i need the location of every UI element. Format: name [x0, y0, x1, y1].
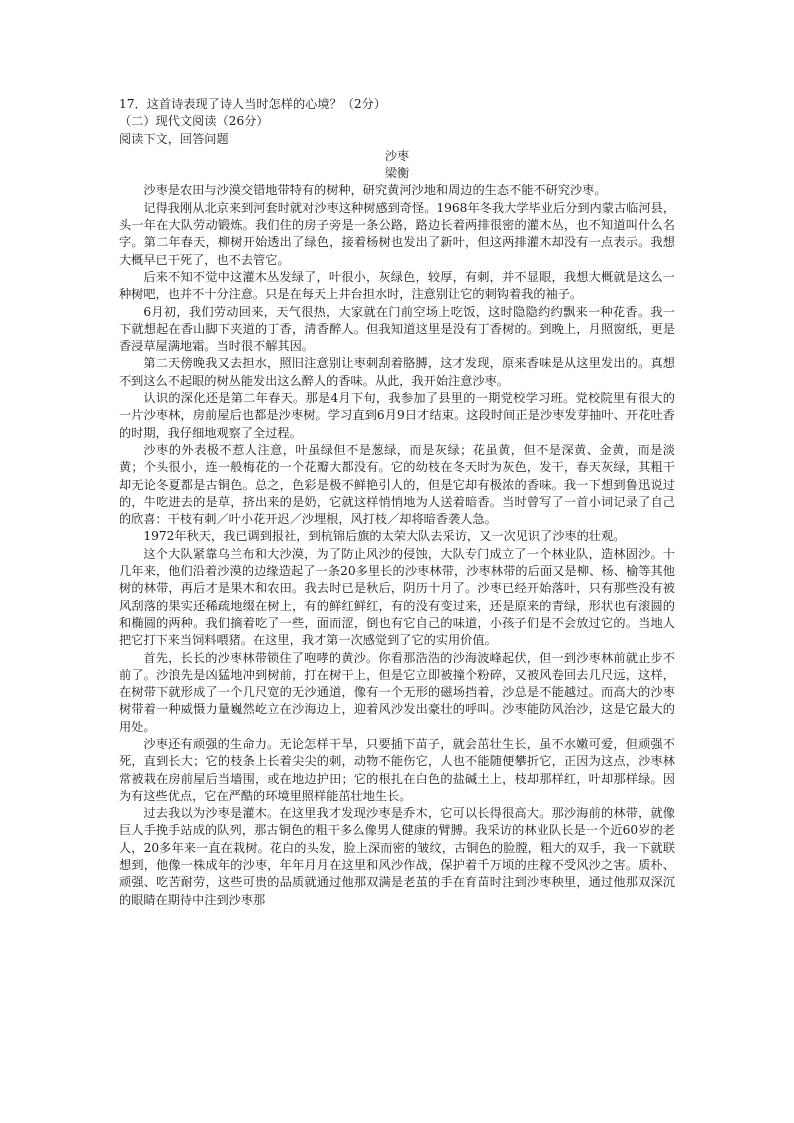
article-title: 沙枣: [384, 148, 410, 163]
article-paragraph-9: 这个大队紧靠乌兰布和大沙漠，为了防止风沙的侵蚀，大队专门成立了一个林业队，造林固沙。十几年来，他们沿着沙漠的边缘造起了一条20多里长的沙枣林带，沙枣林带的后面又是柳、杨、榆等其他树的林带，再后才是果木和农田。我去时已是秋后，阴历十月了。沙枣已经开始落叶，只有那些没有被风刮落的果实还稀疏地缀在树上，有的鲜红鲜红，有的没有变过来，还是原来的青绿，形状也有滚圆的和椭圆的两种。我们摘着吃了一些，面而涩，倒也有它自己的味道，小孩子们是不会放过它的。当地人把它打下来当饲料喂猪。在这里，我才第一次感觉到了它的实用价值。: [119, 546, 675, 648]
article-paragraph-10: 首先，长长的沙枣林带锁住了咆哮的黄沙。你看那浩浩的沙海波峰起伏，但一到沙枣林前就止步不前了。沙浪先是凶猛地冲到树前，打在树干上，但是它立即被撞个粉碎，又被风卷回去几尺远，这样，在树带下就形成了一个几尺宽的无沙通道，像有一个无形的磁场挡着，沙总是不能越过。而高大的沙枣树带着一种威慑力量巍然屹立在沙海边上，迎着风沙发出豪壮的呼叫。沙枣能防风治沙，这是它最大的用处。: [119, 650, 675, 734]
article-author: 梁衡: [384, 166, 410, 181]
article-paragraph-6: 认识的深化还是第二年春天。那是4月下旬，我参加了县里的一期党校学习班。党校院里有很大的一片沙枣林，房前屋后也都是沙枣树。学习直到6月9日才结束。这段时间正是沙枣发芽抽叶、开花吐香的时期，我仔细地观察了全过程。: [119, 391, 675, 440]
reading-instruction: 阅读下文，回答问题: [119, 131, 229, 146]
article-paragraph-3: 后来不知不觉中这灌木丛发绿了，叶很小，灰绿色，较厚，有刺，并不显眼，我想大概就是这么一种树吧，也并不十分注意。只是在每天上井台担水时，注意别让它的刺钩着我的袖子。: [119, 269, 675, 302]
article-paragraph-12: 过去我以为沙枣是灌木。在这里我才发现沙枣是乔木，它可以长得很高大。那沙海前的林带，就像巨人手挽手站成的队列，那古铜色的粗干多么像男人健康的臂膊。我采访的林业队长是一个近60岁的老人，20多年来一直在栽树。花白的头发，脸上深而密的皱纹，古铜色的脸膛，粗大的双手，我一下就联想到，他像一株成年的沙枣，年年月月在这里和风沙作战，保护着千万顷的庄稼不受风沙之害。质朴、顽强、吃苦耐劳，这些可贵的品质就通过他那双满是老茧的手在育苗时注到沙枣秧里，通过他那双深沉的眼睛在期待中注到沙枣那: [119, 806, 675, 907]
article-paragraph-7: 沙枣的外表极不惹人注意，叶虽绿但不是葱绿，而是灰绿；花虽黄，但不是深黄、金黄，而是淡黄；个头很小，连一般梅花的一个花瓣大都没有。它的幼枝在冬天时为灰色，发干，春天灰绿，其粗干却无论冬夏都是古铜色。总之，色彩是极不鲜艳引人的，但是它却有极浓的香味。我一下想到鲁迅说过的，牛吃进去的是草，挤出来的是奶，它就这样悄悄地为人送着暗香。当时曾写了一首小词记录了自己的欣喜：干枝有刺／叶小花开迟／沙埋根，风打枝／却将暗香袭人急。: [119, 442, 675, 527]
article-paragraph-5: 第二天傍晚我又去担水，照旧注意别让枣刺刮着胳膊，这才发现，原来香味是从这里发出的。真想不到这么不起眼的树丛能发出这么醉人的香味。从此，我开始注意沙枣。: [119, 356, 675, 388]
exam-page: [119, 96, 675, 909]
article-paragraph-11: 沙枣还有顽强的生命力。无论怎样干旱，只要插下苗子，就会茁壮生长，虽不水嫩可爱，但顽强不死，直到长大；它的枝条上长着尖尖的刺，动物不能伤它，人也不能随便攀折它，正因为这点，沙枣林常被栽在房前屋后当墙围，或在地边护田；它的根扎在白色的盐碱土上，枝却那样红，叶却那样绿。因为有这些优点，它在严酷的环境里照样能茁壮地生长。: [119, 736, 675, 803]
article-paragraph-1: 沙枣是农田与沙漠交错地带特有的树种，研究黄河沙地和周边的生态不能不研究沙枣。: [143, 183, 607, 198]
article-paragraph-8: 1972年秋天，我已调到报社，到杭锦后旗的太荣大队去采访，又一次见识了沙枣的壮观。: [143, 529, 626, 544]
article-paragraph-2: 记得我刚从北京来到河套时就对沙枣这种树感到奇怪。1968年冬我大学毕业后分到内蒙古临河县，头一年在大队劳动锻炼。我们住的房子旁是一条公路，路边长着两排很密的灌木丛，也不知道叫什么名字。第二年春天，柳树开始透出了绿色，接着杨树也发出了新叶，但这两排灌木却没有一点表示。我想大概早已干死了，也不去管它。: [119, 200, 675, 267]
section-heading: （二）现代文阅读（26分）: [119, 114, 269, 129]
article-paragraph-4: 6月初，我们劳动回来，天气很热，大家就在门前空场上吃饭，这时隐隐约约飘来一种花香。我一下就想起在香山脚下夹道的丁香，清香醉人。但我知道这里是没有丁香树的。到晚上，月照窗纸，更是香浸草屋满地霜。当时很不解其因。: [119, 304, 675, 354]
question-17: 17．这首诗表现了诗人当时怎样的心境？（2分）: [119, 97, 387, 111]
